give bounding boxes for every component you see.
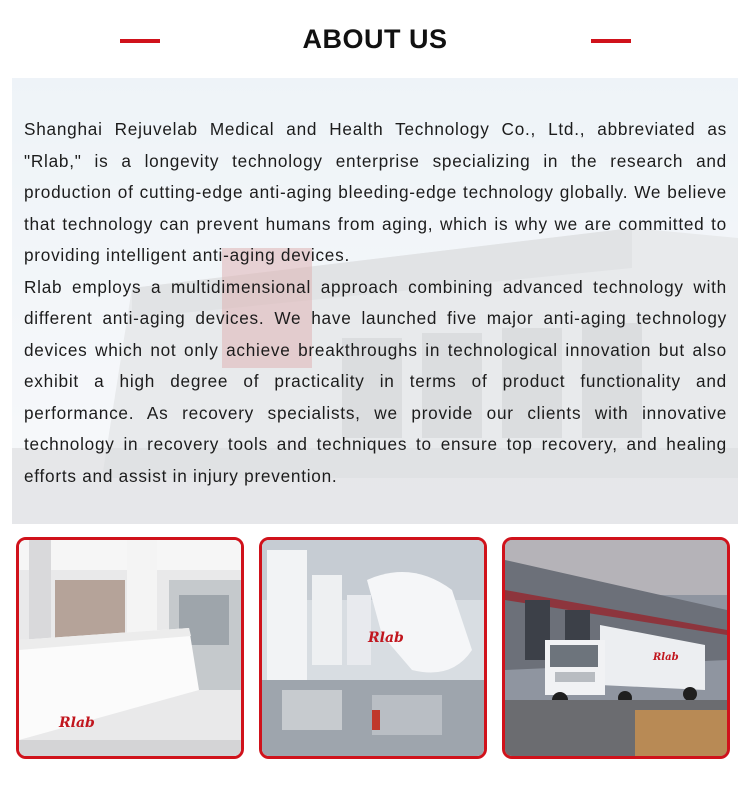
rlab-logo-icon: Rlab bbox=[653, 652, 679, 663]
about-text-panel bbox=[12, 78, 738, 524]
photo-warehouse-truck bbox=[502, 537, 730, 759]
section-header bbox=[0, 0, 750, 80]
photo-reception-lobby bbox=[16, 537, 244, 759]
rlab-logo-icon: Rlab bbox=[59, 715, 95, 731]
about-paragraph-1: Shanghai Rejuvelab Medical and Health Technology Co., Ltd., abbreviated as "Rlab," is a longevity technology enterprise specializing in the research and production of cutting-edge anti-aging bleeding-edge technology globally. We believe that technology can prevent humans from aging, which is why we are committed to providing intelligent anti-aging devices. bbox=[24, 119, 727, 265]
rlab-logo-icon: Rlab bbox=[368, 630, 404, 646]
page-title: ABOUT US bbox=[302, 24, 448, 54]
about-paragraph-2: Rlab employs a multidimensional approach combining advanced technology with different anti-aging devices. We have launched five major anti-aging technology devices which not only achieve breakthroughs in technological innovation but also exhibit a high degree of practicality in terms of product functionality and performance. As recovery specialists, we provide our clients with innovative technology in recovery tools and techniques to ensure top recovery, and healing efforts and assist in injury prevention. bbox=[24, 276, 727, 486]
photo-production-line bbox=[259, 537, 487, 759]
header-accent-bar-right bbox=[591, 39, 631, 43]
about-description bbox=[24, 114, 727, 492]
